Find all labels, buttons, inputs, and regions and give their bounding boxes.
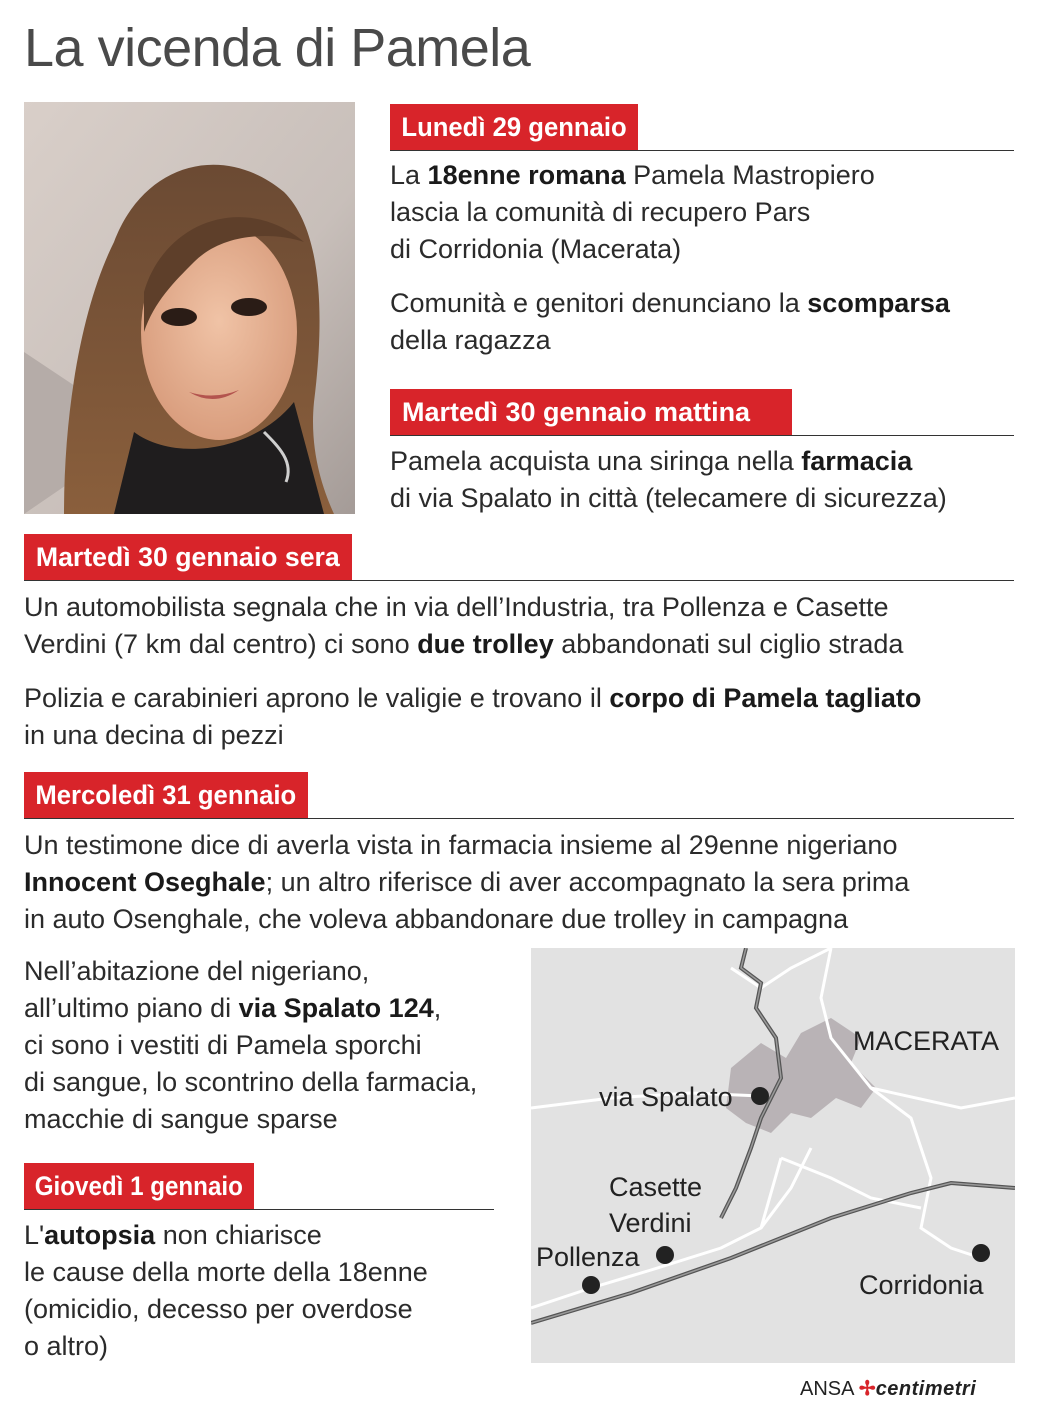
date-tag: Martedì 30 gennaio mattina	[390, 389, 792, 435]
date-tag: Martedì 30 gennaio sera	[24, 534, 352, 580]
paragraph	[24, 680, 921, 754]
brand-mark-icon: ✢	[858, 1378, 876, 1400]
location-marker	[972, 1244, 990, 1262]
divider	[390, 435, 1014, 436]
paragraph	[24, 827, 909, 938]
location-marker	[751, 1087, 769, 1105]
divider	[24, 580, 1014, 581]
map-graphic	[531, 948, 1015, 1363]
text-line: Polizia e carabinieri aprono le valigie e trovano il corpo di Pamela tagliato	[24, 683, 922, 713]
portrait-illustration	[24, 102, 355, 514]
text-line: La 18enne romana Pamela Mastropiero	[390, 160, 875, 190]
text-line: ci sono i vestiti di Pamela sporchi	[24, 1030, 422, 1060]
paragraph	[24, 1217, 428, 1365]
agency-name: ANSA	[800, 1378, 854, 1400]
map-label: Corridonia	[859, 1270, 984, 1300]
location-marker	[582, 1276, 600, 1294]
text-line: le cause della morte della 18enne	[24, 1257, 428, 1287]
text-line: Nell’abitazione del nigeriano,	[24, 956, 370, 986]
brand-name: centimetri	[875, 1378, 977, 1400]
date-tag: Giovedì 1 gennaio	[24, 1163, 254, 1209]
text-line: Un automobilista segnala che in via dell’Industria, tra Pollenza e Casette	[24, 592, 889, 622]
text-line: lascia la comunità di recupero Pars	[390, 197, 811, 227]
divider	[390, 150, 1014, 151]
text-line: L'autopsia non chiarisce	[24, 1220, 322, 1250]
map-label: via Spalato	[599, 1082, 733, 1112]
divider	[24, 1209, 494, 1210]
section-heading-3	[24, 534, 1014, 581]
section-heading-1	[390, 104, 1014, 151]
text-line: in auto Osenghale, che voleva abbandonare due trolley in campagna	[24, 904, 849, 934]
portrait-photo	[24, 102, 355, 514]
text-line: all’ultimo piano di via Spalato 124,	[24, 993, 442, 1023]
map-label: Casette	[609, 1172, 703, 1202]
page-title: La vicenda di Pamela	[24, 18, 531, 78]
section-heading-2	[390, 389, 1014, 436]
location-map	[531, 948, 1015, 1363]
text-line: in una decina di pezzi	[24, 720, 284, 750]
text-line: Verdini (7 km dal centro) ci sono due trolley abbandonati sul ciglio strada	[24, 629, 904, 659]
location-marker	[656, 1246, 674, 1264]
section-heading-5	[24, 1163, 494, 1210]
text-line: di Corridonia (Macerata)	[390, 234, 682, 264]
map-label: Pollenza	[536, 1242, 640, 1272]
divider	[24, 818, 1014, 819]
text-line: (omicidio, decesso per overdose	[24, 1294, 413, 1324]
map-label: Verdini	[609, 1208, 692, 1238]
text-line: Innocent Oseghale; un altro riferisce di aver accompagnato la sera prima	[24, 867, 910, 897]
paragraph	[390, 285, 950, 359]
section-heading-4	[24, 772, 1014, 819]
text-line: Un testimone dice di averla vista in farmacia insieme al 29enne nigeriano	[24, 830, 898, 860]
date-tag: Lunedì 29 gennaio	[390, 104, 638, 150]
text-line: o altro)	[24, 1331, 109, 1361]
map-label-city: MACERATA	[853, 1026, 1000, 1056]
date-tag: Mercoledì 31 gennaio	[24, 772, 308, 818]
text-line: macchie di sangue sparse	[24, 1104, 338, 1134]
text-line: Comunità e genitori denunciano la scomparsa	[390, 288, 950, 318]
paragraph	[24, 589, 903, 663]
paragraph	[390, 157, 875, 268]
text-line: di via Spalato in città (telecamere di sicurezza)	[390, 483, 947, 513]
text-line: di sangue, lo scontrino della farmacia,	[24, 1067, 478, 1097]
credit-footer	[800, 1376, 976, 1401]
paragraph	[390, 443, 947, 517]
paragraph	[24, 953, 477, 1138]
text-line: Pamela acquista una siringa nella farmacia	[390, 446, 913, 476]
text-line: della ragazza	[390, 325, 551, 355]
